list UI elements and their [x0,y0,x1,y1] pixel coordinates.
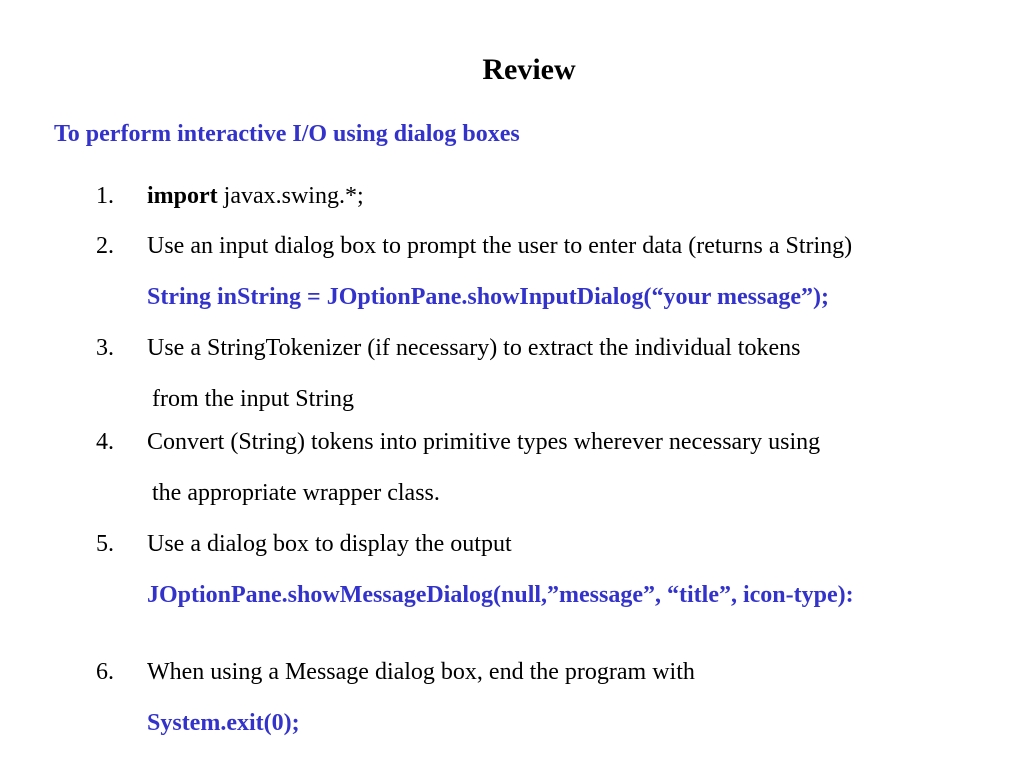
step-6-code: System.exit(0); [147,710,300,736]
step-2-number: 2. [96,233,114,259]
step-2-code: String inString = JOptionPane.showInputDialog(“your message”); [147,284,829,310]
step-5-text: Use a dialog box to display the output [147,531,512,557]
step-3-continuation: from the input String [152,386,354,412]
step-6-text: When using a Message dialog box, end the program with [147,659,695,685]
step-4-text: Convert (String) tokens into primitive types wherever necessary using [147,429,821,455]
step-6-number: 6. [96,659,114,685]
slide-title: Review [482,53,576,86]
step-1-body: javax.swing.*; [223,183,364,209]
slide-subtitle: To perform interactive I/O using dialog boxes [54,121,520,147]
step-4-continuation: the appropriate wrapper class. [152,480,440,506]
step-3-text: Use a StringTokenizer (if necessary) to extract the individual tokens [147,335,801,361]
step-2-text: Use an input dialog box to prompt the user to enter data (returns a String) [147,233,853,259]
step-1-number: 1. [96,183,114,209]
step-3-number: 3. [96,335,114,361]
step-5-code: JOptionPane.showMessageDialog(null,”message”, “title”, icon-type): [147,582,854,608]
step-1-keyword: import [147,183,218,209]
step-4-number: 4. [96,429,114,455]
step-5-number: 5. [96,531,114,557]
step-1-text [147,180,364,212]
